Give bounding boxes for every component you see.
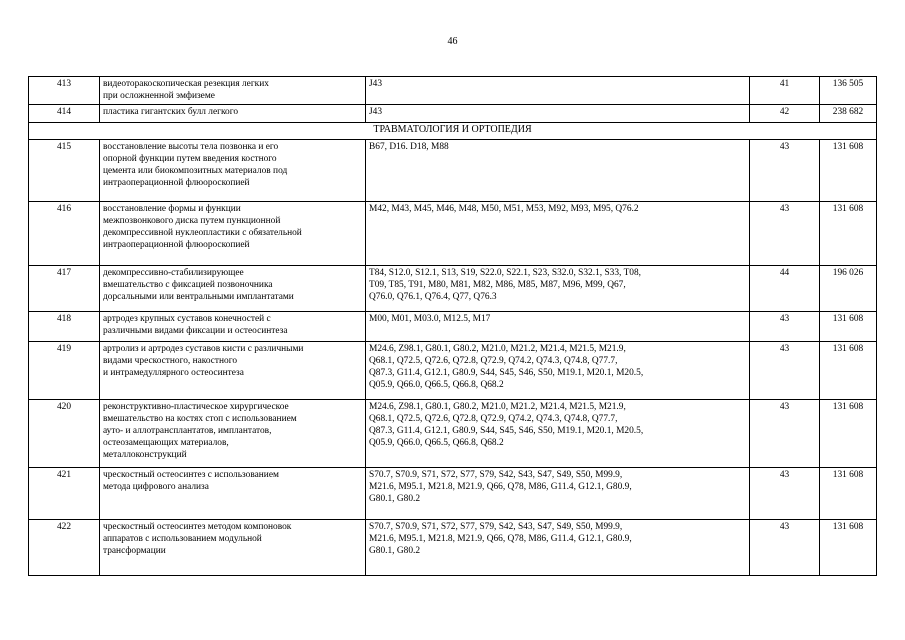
row-number: 417 xyxy=(29,265,100,311)
row-number: 421 xyxy=(29,467,100,519)
intervention-name-line: металлоконструкций xyxy=(103,450,187,461)
icd-codes xyxy=(366,105,750,123)
icd-codes-line: M21.6, M95.1, M21.8, M21.9, Q66, Q78, M86, G11.4, G12.1, G80.9, xyxy=(369,533,632,544)
cost-value: 131 608 xyxy=(820,201,877,265)
icd-codes xyxy=(366,201,750,265)
tariff-table xyxy=(28,76,877,576)
intervention-name-line: интраоперационной флюороскопией xyxy=(103,178,250,189)
intervention-name-line: артродез крупных суставов конечностей с xyxy=(103,313,271,324)
icd-codes-line: Q68.1, Q72.5, Q72.6, Q72.8, Q72.9, Q74.2, Q74.3, Q74.8, Q77.7, xyxy=(369,355,618,366)
page-number: 46 xyxy=(447,36,458,47)
cost-value: 196 026 xyxy=(820,265,877,311)
table-row xyxy=(29,467,877,519)
intervention-name-line: трансформации xyxy=(103,546,166,557)
group-number: 41 xyxy=(750,77,820,105)
icd-codes-line: Q76.0, Q76.1, Q76.4, Q77, Q76.3 xyxy=(369,292,497,303)
cost-value: 136 505 xyxy=(820,77,877,105)
icd-codes-line: Q87.3, G11.4, G12.1, G80.9, S44, S45, S46, S50, M19.1, M20.1, M20.5, xyxy=(369,426,644,437)
table-row xyxy=(29,519,877,575)
intervention-name xyxy=(100,341,366,399)
table-row xyxy=(29,399,877,467)
intervention-name-line: цемента или биокомпозитных материалов под xyxy=(103,166,288,177)
intervention-name-line: восстановление формы и функции xyxy=(103,203,241,214)
row-number: 422 xyxy=(29,519,100,575)
intervention-name-line: остеозамещающих материалов, xyxy=(103,438,229,449)
intervention-name-line: видами чрескостного, накостного xyxy=(103,355,238,366)
icd-codes-line: T84, S12.0, S12.1, S13, S19, S22.0, S22.1, S23, S32.0, S32.1, S33, T08, xyxy=(369,267,642,278)
intervention-name-line: пластика гигантских булл легкого xyxy=(103,107,239,118)
intervention-name xyxy=(100,311,366,341)
group-number: 43 xyxy=(750,399,820,467)
row-number: 414 xyxy=(29,105,100,123)
icd-codes-line: B67, D16. D18, M88 xyxy=(369,141,449,152)
icd-codes-line: J43 xyxy=(369,107,383,118)
group-number: 43 xyxy=(750,311,820,341)
intervention-name-line: чрескостный остеосинтез методом компоновок xyxy=(103,521,292,532)
intervention-name xyxy=(100,77,366,105)
intervention-name-line: дорсальными или вентральными имплантатами xyxy=(103,292,294,303)
intervention-name-line: вмешательство с фиксацией позвоночника xyxy=(103,279,273,290)
icd-codes xyxy=(366,311,750,341)
icd-codes-line: S70.7, S70.9, S71, S72, S77, S79, S42, S43, S47, S49, S50, M99.9, xyxy=(369,521,623,532)
cost-value: 131 608 xyxy=(820,467,877,519)
section-header-row xyxy=(29,123,877,139)
intervention-name-line: опорной функции путем введения костного xyxy=(103,153,277,164)
table-body-after xyxy=(29,139,877,575)
intervention-name-line: реконструктивно-пластическое хирургическое xyxy=(103,401,289,412)
group-number: 42 xyxy=(750,105,820,123)
cost-value: 131 608 xyxy=(820,519,877,575)
icd-codes xyxy=(366,467,750,519)
intervention-name-line: декомпрессивно-стабилизирующее xyxy=(103,267,244,278)
icd-codes xyxy=(366,139,750,201)
row-number: 416 xyxy=(29,201,100,265)
icd-codes-line: M24.6, Z98.1, G80.1, G80.2, M21.0, M21.2, M21.4, M21.5, M21.9, xyxy=(369,343,626,354)
intervention-name xyxy=(100,519,366,575)
intervention-name-line: восстановление высоты тела позвонка и его xyxy=(103,141,279,152)
intervention-name-line: аппаратов с использованием модульной xyxy=(103,533,262,544)
intervention-name xyxy=(100,399,366,467)
row-number: 420 xyxy=(29,399,100,467)
intervention-name-line: артролиз и артродез суставов кисти с различными xyxy=(103,343,304,354)
intervention-name-line: и интрамедуллярного остеосинтеза xyxy=(103,368,244,379)
group-number: 43 xyxy=(750,341,820,399)
intervention-name-line: при осложненной эмфиземе xyxy=(103,91,215,102)
table-row xyxy=(29,341,877,399)
group-number: 44 xyxy=(750,265,820,311)
icd-codes-line: Q87.3, G11.4, G12.1, G80.9, S44, S45, S46, S50, M19.1, M20.1, M20.5, xyxy=(369,368,644,379)
icd-codes xyxy=(366,265,750,311)
cost-value: 131 608 xyxy=(820,399,877,467)
row-number: 419 xyxy=(29,341,100,399)
table-body-before xyxy=(29,77,877,123)
group-number: 43 xyxy=(750,139,820,201)
intervention-name xyxy=(100,265,366,311)
icd-codes-line: M21.6, M95.1, M21.8, M21.9, Q66, Q78, M86, G11.4, G12.1, G80.9, xyxy=(369,481,632,492)
table-row xyxy=(29,105,877,123)
intervention-name xyxy=(100,201,366,265)
icd-codes-line: M42, M43, M45, M46, M48, M50, M51, M53, M92, M93, M95, Q76.2 xyxy=(369,203,639,214)
icd-codes xyxy=(366,77,750,105)
icd-codes xyxy=(366,399,750,467)
section-title: ТРАВМАТОЛОГИЯ И ОРТОПЕДИЯ xyxy=(29,123,877,139)
table-row xyxy=(29,311,877,341)
cost-value: 131 608 xyxy=(820,311,877,341)
row-number: 418 xyxy=(29,311,100,341)
icd-codes-line: M00, M01, M03.0, M12.5, M17 xyxy=(369,313,491,324)
icd-codes-line: Q68.1, Q72.5, Q72.6, Q72.8, Q72.9, Q74.2, Q74.3, Q74.8, Q77.7, xyxy=(369,413,618,424)
intervention-name-line: вмешательство на костях стоп с использованием xyxy=(103,413,297,424)
icd-codes-line: Q05.9, Q66.0, Q66.5, Q66.8, Q68.2 xyxy=(369,380,504,391)
intervention-name xyxy=(100,105,366,123)
icd-codes-line: S70.7, S70.9, S71, S72, S77, S79, S42, S43, S47, S49, S50, M99.9, xyxy=(369,469,623,480)
group-number: 43 xyxy=(750,201,820,265)
icd-codes-line: T09, T85, T91, M80, M81, M82, M86, M85, M87, M96, M99, Q67, xyxy=(369,279,626,290)
icd-codes-line: G80.1, G80.2 xyxy=(369,494,421,505)
icd-codes xyxy=(366,341,750,399)
intervention-name-line: декомпрессивной нуклеопластики с обязательной xyxy=(103,228,302,239)
intervention-name-line: ауто- и аллотрансплантатов, имплантатов, xyxy=(103,426,272,437)
cost-value: 238 682 xyxy=(820,105,877,123)
intervention-name-line: чрескостный остеосинтез с использованием xyxy=(103,469,279,480)
intervention-name-line: межпозвонкового диска путем пункционной xyxy=(103,215,281,226)
row-number: 415 xyxy=(29,139,100,201)
intervention-name xyxy=(100,139,366,201)
icd-codes-line: J43 xyxy=(369,79,383,89)
cost-value: 131 608 xyxy=(820,139,877,201)
intervention-name-line: интраоперационной флюороскопией xyxy=(103,240,250,251)
table-row xyxy=(29,265,877,311)
group-number: 43 xyxy=(750,519,820,575)
group-number: 43 xyxy=(750,467,820,519)
icd-codes-line: G80.1, G80.2 xyxy=(369,546,421,557)
intervention-name-line: видеоторакоскопическая резекция легких xyxy=(103,79,269,89)
icd-codes-line: Q05.9, Q66.0, Q66.5, Q66.8, Q68.2 xyxy=(369,438,504,449)
intervention-name-line: различными видами фиксации и остеосинтеза xyxy=(103,325,288,336)
icd-codes xyxy=(366,519,750,575)
intervention-name-line: метода цифрового анализа xyxy=(103,481,209,492)
icd-codes-line: M24.6, Z98.1, G80.1, G80.2, M21.0, M21.2, M21.4, M21.5, M21.9, xyxy=(369,401,626,412)
table-row xyxy=(29,139,877,201)
row-number: 413 xyxy=(29,77,100,105)
table-row xyxy=(29,77,877,105)
cost-value: 131 608 xyxy=(820,341,877,399)
intervention-name xyxy=(100,467,366,519)
table-row xyxy=(29,201,877,265)
